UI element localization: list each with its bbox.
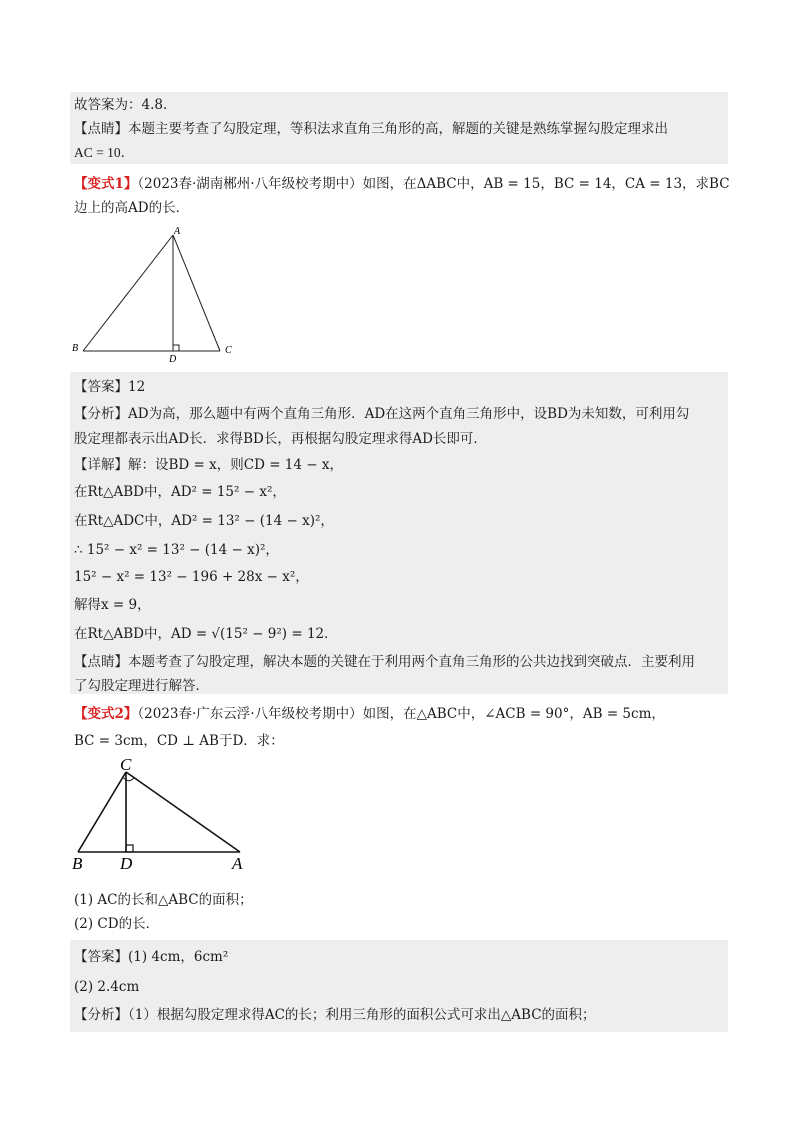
detail-5: 15² − x² = 13² − 196 + 28x − x²， — [74, 569, 309, 585]
comment-1-cont: 了勾股定理进行解答． — [74, 678, 209, 694]
comment-line: 【点睛】本题主要考查了勾股定理，等积法求直角三角形的高，解题的关键是熟练掌握勾股定理求出 — [74, 121, 668, 137]
comment-1: 【点睛】本题考查了勾股定理，解决本题的关键在于利用两个直角三角形的公共边找到突破点．主要利用 — [74, 654, 695, 670]
variant2-tag: 【变式2】 — [74, 706, 138, 722]
detail-6: 解得x = 9， — [74, 597, 151, 613]
detail-3: 在Rt△ADC中，AD² = 13² − (14 − x)²， — [74, 513, 334, 529]
detail-1: 【详解】解：设BD = x，则CD = 14 − x， — [74, 457, 343, 473]
answer-2-part2: (2) 2.4cm — [74, 979, 140, 995]
label-a: A — [174, 226, 181, 237]
analysis-2: 【分析】（1）根据勾股定理求得AC的长；利用三角形的面积公式可求出△ABC的面积； — [74, 1007, 596, 1023]
variant1-text: （2023春·湖南郴州·八年级校考期中）如图，在ΔABC中，AB = 15，BC = 14，CA = 13，求BC — [137, 176, 730, 192]
label-a2: A — [232, 854, 243, 873]
detail-4: ∴ 15² − x² = 13² − (14 − x)²， — [74, 542, 279, 558]
label-c2: C — [120, 755, 132, 774]
analysis-1-cont: 股定理都表示出AD长．求得BD长，再根据勾股定理求得AD长即可． — [74, 431, 487, 447]
label-d2: D — [120, 854, 133, 873]
answer-2: 【答案】(1) 4cm，6cm² — [74, 949, 229, 965]
question-1: (1) AC的长和△ABC的面积； — [74, 892, 253, 908]
label-c: C — [225, 345, 232, 356]
detail-7: 在Rt△ABD中，AD = √(15² − 9²) = 12． — [74, 626, 338, 642]
triangle-figure-2 — [68, 754, 268, 874]
variant2-text: （2023春·广东云浮·八年级校考期中）如图，在△ABC中，∠ACB = 90°，AB = 5cm， — [137, 706, 665, 722]
variant1-line2: 边上的高AD的长． — [74, 200, 190, 216]
variant1-line1 — [74, 173, 728, 195]
comment-line-cont: AC = 10． — [74, 145, 135, 160]
label-b: B — [72, 343, 79, 354]
question-2: (2) CD的长． — [74, 916, 160, 932]
label-d: D — [169, 354, 177, 364]
label-b2: B — [72, 854, 83, 873]
variant2-line2: BC = 3cm，CD ⊥ AB于D．求： — [74, 733, 284, 749]
analysis-1: 【分析】AD为高，那么题中有两个直角三角形．AD在这两个直角三角形中，设BD为未知数，可利用勾 — [74, 406, 690, 422]
triangle-figure-1 — [70, 224, 250, 364]
answer-1: 【答案】12 — [74, 379, 146, 395]
variant2-line1 — [74, 703, 728, 725]
detail-2: 在Rt△ABD中，AD² = 15² − x²， — [74, 484, 286, 500]
answer-line: 故答案为：4.8． — [74, 97, 177, 113]
variant1-tag: 【变式1】 — [74, 176, 138, 192]
